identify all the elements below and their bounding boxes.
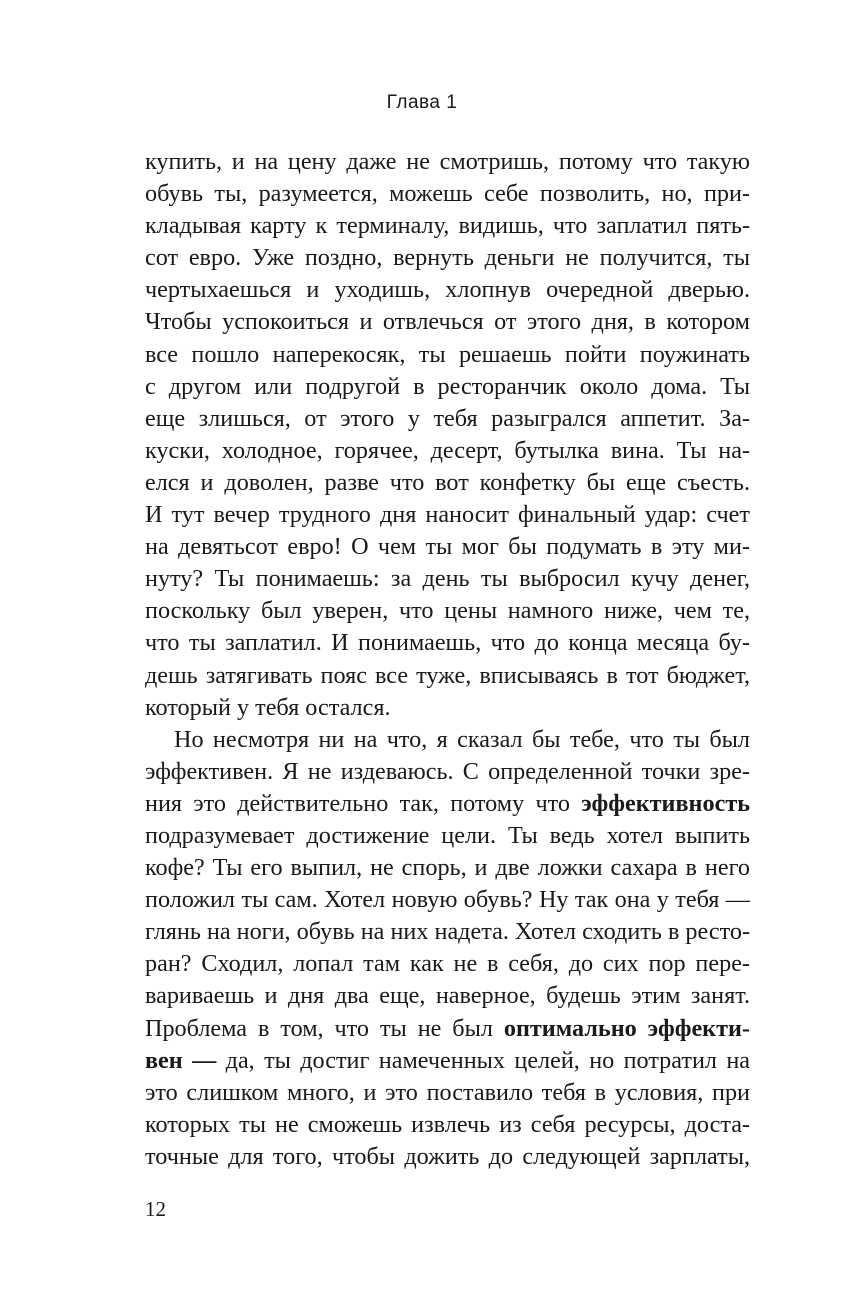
text-line: елся и доволен, разве что вот конфетку бы еще съесть. — [145, 468, 750, 496]
text-line: купить, и на цену даже не смотришь, потому что такую — [145, 148, 750, 175]
text-line: кофе? Ты его выпил, не спорь, и две ложки сахара в него — [145, 854, 750, 882]
text-line: глянь на ноги, обувь на них надета. Хотел сходить в ресто- — [145, 918, 750, 946]
body-text — [145, 146, 750, 1173]
text-line: вариваешь и дня два еще, наверное, будешь этим занят. — [145, 982, 750, 1010]
text-line: Чтобы успокоиться и отвлечься от этого дня, в котором — [145, 308, 750, 336]
text-line: еще злишься, от этого у тебя разыгрался аппетит. За- — [145, 404, 750, 432]
text-line: кладывая карту к терминалу, видишь, что заплатил пять- — [145, 212, 750, 240]
text-line: ран? Сходил, лопал там как не в себя, до сих пор пере- — [145, 950, 750, 978]
text-line: дешь затягивать пояс все туже, вписываясь в тот бюджет, — [145, 661, 750, 689]
text-line: чертыхаешься и уходишь, хлопнув очередной дверью. — [145, 276, 750, 304]
text-line: подразумевает достижение цели. Ты ведь хотел выпить — [145, 821, 750, 849]
bold-term: вен — — [145, 1046, 217, 1074]
text-line: которых ты не сможешь извлечь из себя ресурсы, доста- — [145, 1110, 750, 1138]
text-line — [145, 788, 750, 820]
bold-term: эффективность — [581, 789, 750, 817]
text-line: положил ты сам. Хотел новую обувь? Ну так она у тебя — — [145, 886, 750, 914]
text-line: поскольку был уверен, что цены намного ниже, чем те, — [145, 597, 750, 625]
text-line — [145, 1045, 750, 1077]
text-run: да, ты достиг намеченных целей, но потратил на — [216, 1046, 751, 1074]
page-number: 12 — [145, 1197, 166, 1221]
text-line: нуту? Ты понимаешь: за день ты выбросил кучу денег, — [145, 565, 750, 593]
text-line: это слишком много, и это поставило тебя в условия, при — [145, 1078, 750, 1106]
text-line: с другом или подругой в ресторанчик около дома. Ты — [145, 372, 750, 400]
text-run: ния это действительно так, потому что — [145, 789, 582, 817]
text-line: обувь ты, разумеется, можешь себе позволить, но, при- — [145, 180, 750, 208]
text-line: точные для того, чтобы дожить до следующей зарплаты, — [145, 1142, 750, 1170]
text-line — [145, 1013, 750, 1045]
text-line: куски, холодное, горячее, десерт, бутылка вина. Ты на- — [145, 436, 750, 464]
text-line: все пошло наперекосяк, ты решаешь пойти поужинать — [145, 340, 750, 368]
running-head-chapter: Глава 1 — [386, 92, 458, 113]
text-line: на девятьсот евро! О чем ты мог бы подумать в эту ми- — [145, 533, 750, 561]
bold-term: оптимально эффекти- — [503, 1014, 750, 1042]
text-line-paragraph-start: Но несмотря ни на что, я сказал бы тебе, что ты был — [174, 725, 750, 753]
text-line: что ты заплатил. И понимаешь, что до конца месяца бу- — [145, 629, 750, 657]
text-line-paragraph-end: который у тебя остался. — [145, 693, 391, 721]
text-line: сот евро. Уже поздно, вернуть деньги не получится, ты — [145, 244, 750, 272]
text-line: И тут вечер трудного дня наносит финальный удар: счет — [145, 501, 750, 529]
text-line: эффективен. Я не издеваюсь. С определенной точки зре- — [145, 757, 750, 785]
text-run: Проблема в том, что ты не был — [145, 1014, 504, 1042]
